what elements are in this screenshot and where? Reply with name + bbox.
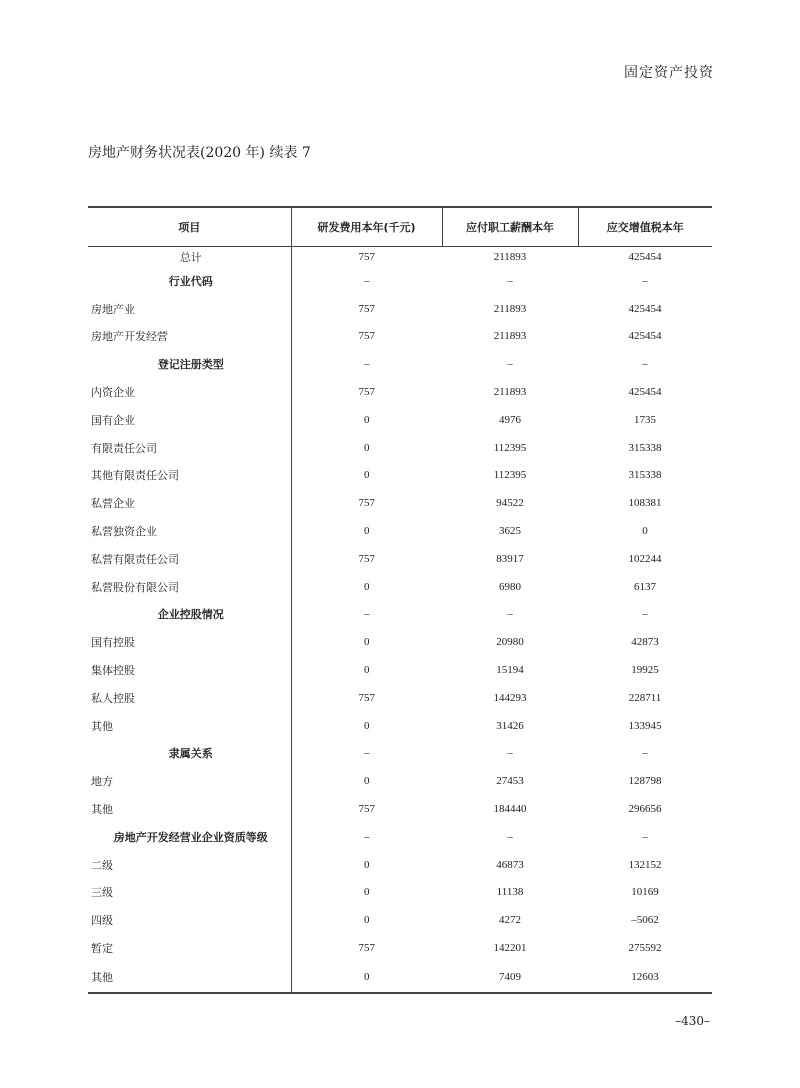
cell-value: – (364, 747, 370, 760)
table-row (88, 295, 712, 323)
cell-value: 19925 (631, 664, 659, 677)
cell-value: 211893 (493, 251, 527, 263)
cell-value: 425454 (628, 330, 662, 343)
cell-value: 757 (358, 251, 375, 263)
column-header: 项目 (88, 207, 291, 247)
cell-value: 425454 (628, 386, 662, 399)
cell-value: 11138 (496, 886, 524, 899)
row-label: 其他 (88, 712, 291, 740)
row-label: 行业代码 (88, 267, 291, 295)
cell-value: 0 (364, 858, 370, 871)
table-row (88, 406, 712, 434)
cell-value: 0 (364, 886, 370, 899)
cell-value: 184440 (493, 803, 527, 816)
table-row (88, 323, 712, 351)
cell-value: 228711 (628, 691, 662, 704)
cell-value: 757 (358, 691, 375, 704)
table-title: 房地产财务状况表(2020 年) 续表 7 (88, 145, 311, 161)
row-label: 房地产开发经营业企业资质等级 (88, 823, 291, 851)
cell-value: 211893 (493, 386, 527, 399)
cell-value: 10169 (631, 886, 659, 899)
cell-value: 112395 (493, 441, 527, 454)
cell-value: – (507, 830, 513, 843)
cell-value: 6137 (634, 580, 656, 593)
section-row (88, 823, 712, 851)
cell-value: 0 (364, 441, 370, 454)
cell-value: 108381 (628, 497, 662, 510)
table-row (88, 795, 712, 823)
cell-value: 0 (364, 719, 370, 732)
row-label: 企业控股情况 (88, 601, 291, 629)
cell-value: 0 (364, 413, 370, 426)
row-label: 国有企业 (88, 406, 291, 434)
column-header: 应交增值税本年 (578, 207, 712, 247)
cell-value: 315338 (628, 441, 662, 454)
cell-value: 757 (358, 302, 375, 315)
table-row (88, 545, 712, 573)
cell-value: 83917 (496, 552, 524, 565)
cell-value: 4272 (499, 914, 521, 927)
table-row (88, 934, 712, 962)
table-row (88, 879, 712, 907)
cell-value: 6980 (499, 580, 521, 593)
cell-value: – (642, 274, 648, 287)
cell-value: – (507, 274, 513, 287)
cell-value: 296656 (628, 803, 662, 816)
cell-value: 132152 (628, 858, 662, 871)
table-row (88, 906, 712, 934)
row-label: 二级 (88, 851, 291, 879)
cell-value: 425454 (628, 251, 662, 263)
table-row (88, 767, 712, 795)
cell-value: 0 (364, 775, 370, 788)
cell-value: 0 (364, 636, 370, 649)
table-row (88, 489, 712, 517)
cell-value: 757 (358, 942, 375, 955)
cell-value: 128798 (628, 775, 662, 788)
row-label: 房地产业 (88, 295, 291, 323)
financial-table (88, 206, 712, 994)
header-row (88, 207, 712, 247)
column-header: 研发费用本年(千元) (291, 207, 442, 247)
table-row (88, 684, 712, 712)
cell-value: 0 (364, 914, 370, 927)
row-label: 登记注册类型 (88, 350, 291, 378)
row-label: 内资企业 (88, 378, 291, 406)
cell-value: 757 (358, 497, 375, 510)
section-row (88, 601, 712, 629)
row-label: 暂定 (88, 934, 291, 962)
cell-value: 142201 (493, 942, 527, 955)
cell-value: – (642, 358, 648, 371)
cell-value: 31426 (496, 719, 524, 732)
cell-value: 757 (358, 803, 375, 816)
cell-value: 94522 (496, 497, 524, 510)
cell-value: –5062 (631, 914, 659, 927)
row-label: 隶属关系 (88, 740, 291, 768)
cell-value: – (642, 747, 648, 760)
cell-value: 12603 (578, 962, 712, 993)
row-label: 私营有限责任公司 (88, 545, 291, 573)
cell-value: 1735 (634, 413, 656, 426)
cell-value: 20980 (496, 636, 524, 649)
table-row (88, 573, 712, 601)
column-header: 应付职工薪酬本年 (442, 207, 578, 247)
cell-value: 133945 (628, 719, 662, 732)
cell-value: 425454 (628, 302, 662, 315)
cell-value: 315338 (628, 469, 662, 482)
row-label: 四级 (88, 906, 291, 934)
row-label: 三级 (88, 879, 291, 907)
row-label: 其他有限责任公司 (88, 462, 291, 490)
row-label: 私人控股 (88, 684, 291, 712)
cell-value: 46873 (496, 858, 524, 871)
cell-value: 0 (364, 580, 370, 593)
row-label: 其他 (88, 795, 291, 823)
cell-value: – (364, 830, 370, 843)
cell-value: 0 (364, 469, 370, 482)
section-row (88, 740, 712, 768)
table-row (88, 247, 712, 268)
table-row (88, 462, 712, 490)
row-label: 总计 (88, 247, 291, 268)
cell-value: – (642, 608, 648, 621)
cell-value: – (364, 274, 370, 287)
cell-value: 15194 (496, 664, 524, 677)
row-label: 地方 (88, 767, 291, 795)
cell-value: – (364, 358, 370, 371)
cell-value: 144293 (493, 691, 527, 704)
row-label: 私营独资企业 (88, 517, 291, 545)
cell-value: 275592 (628, 942, 662, 955)
cell-value: 0 (364, 664, 370, 677)
cell-value: 757 (358, 330, 375, 343)
cell-value: 757 (358, 386, 375, 399)
cell-value: 0 (642, 525, 648, 538)
cell-value: 27453 (496, 775, 524, 788)
row-label: 私营企业 (88, 489, 291, 517)
table-row (88, 378, 712, 406)
table-row (88, 962, 712, 993)
section-row (88, 350, 712, 378)
cell-value: 4976 (499, 413, 521, 426)
cell-value: 211893 (493, 330, 527, 343)
row-label: 有限责任公司 (88, 434, 291, 462)
cell-value: 3625 (499, 525, 521, 538)
table-row (88, 517, 712, 545)
cell-value: 42873 (631, 636, 659, 649)
cell-value: – (364, 608, 370, 621)
table-row (88, 712, 712, 740)
row-label: 私营股份有限公司 (88, 573, 291, 601)
row-label: 集体控股 (88, 656, 291, 684)
row-label: 其他 (88, 962, 291, 993)
page-number: –430– (675, 1014, 710, 1028)
cell-value: – (642, 830, 648, 843)
cell-value: 7409 (442, 962, 578, 993)
cell-value: 211893 (493, 302, 527, 315)
row-label: 房地产开发经营 (88, 323, 291, 351)
cell-value: 0 (291, 962, 442, 993)
cell-value: – (507, 747, 513, 760)
cell-value: – (507, 358, 513, 371)
cell-value: – (507, 608, 513, 621)
table-row (88, 628, 712, 656)
cell-value: 112395 (493, 469, 527, 482)
cell-value: 757 (358, 552, 375, 565)
cell-value: 0 (364, 525, 370, 538)
table-row (88, 434, 712, 462)
running-head: 固定资产投资 (624, 65, 714, 81)
table-row (88, 656, 712, 684)
table-row (88, 851, 712, 879)
row-label: 国有控股 (88, 628, 291, 656)
section-row (88, 267, 712, 295)
cell-value: 102244 (628, 552, 662, 565)
